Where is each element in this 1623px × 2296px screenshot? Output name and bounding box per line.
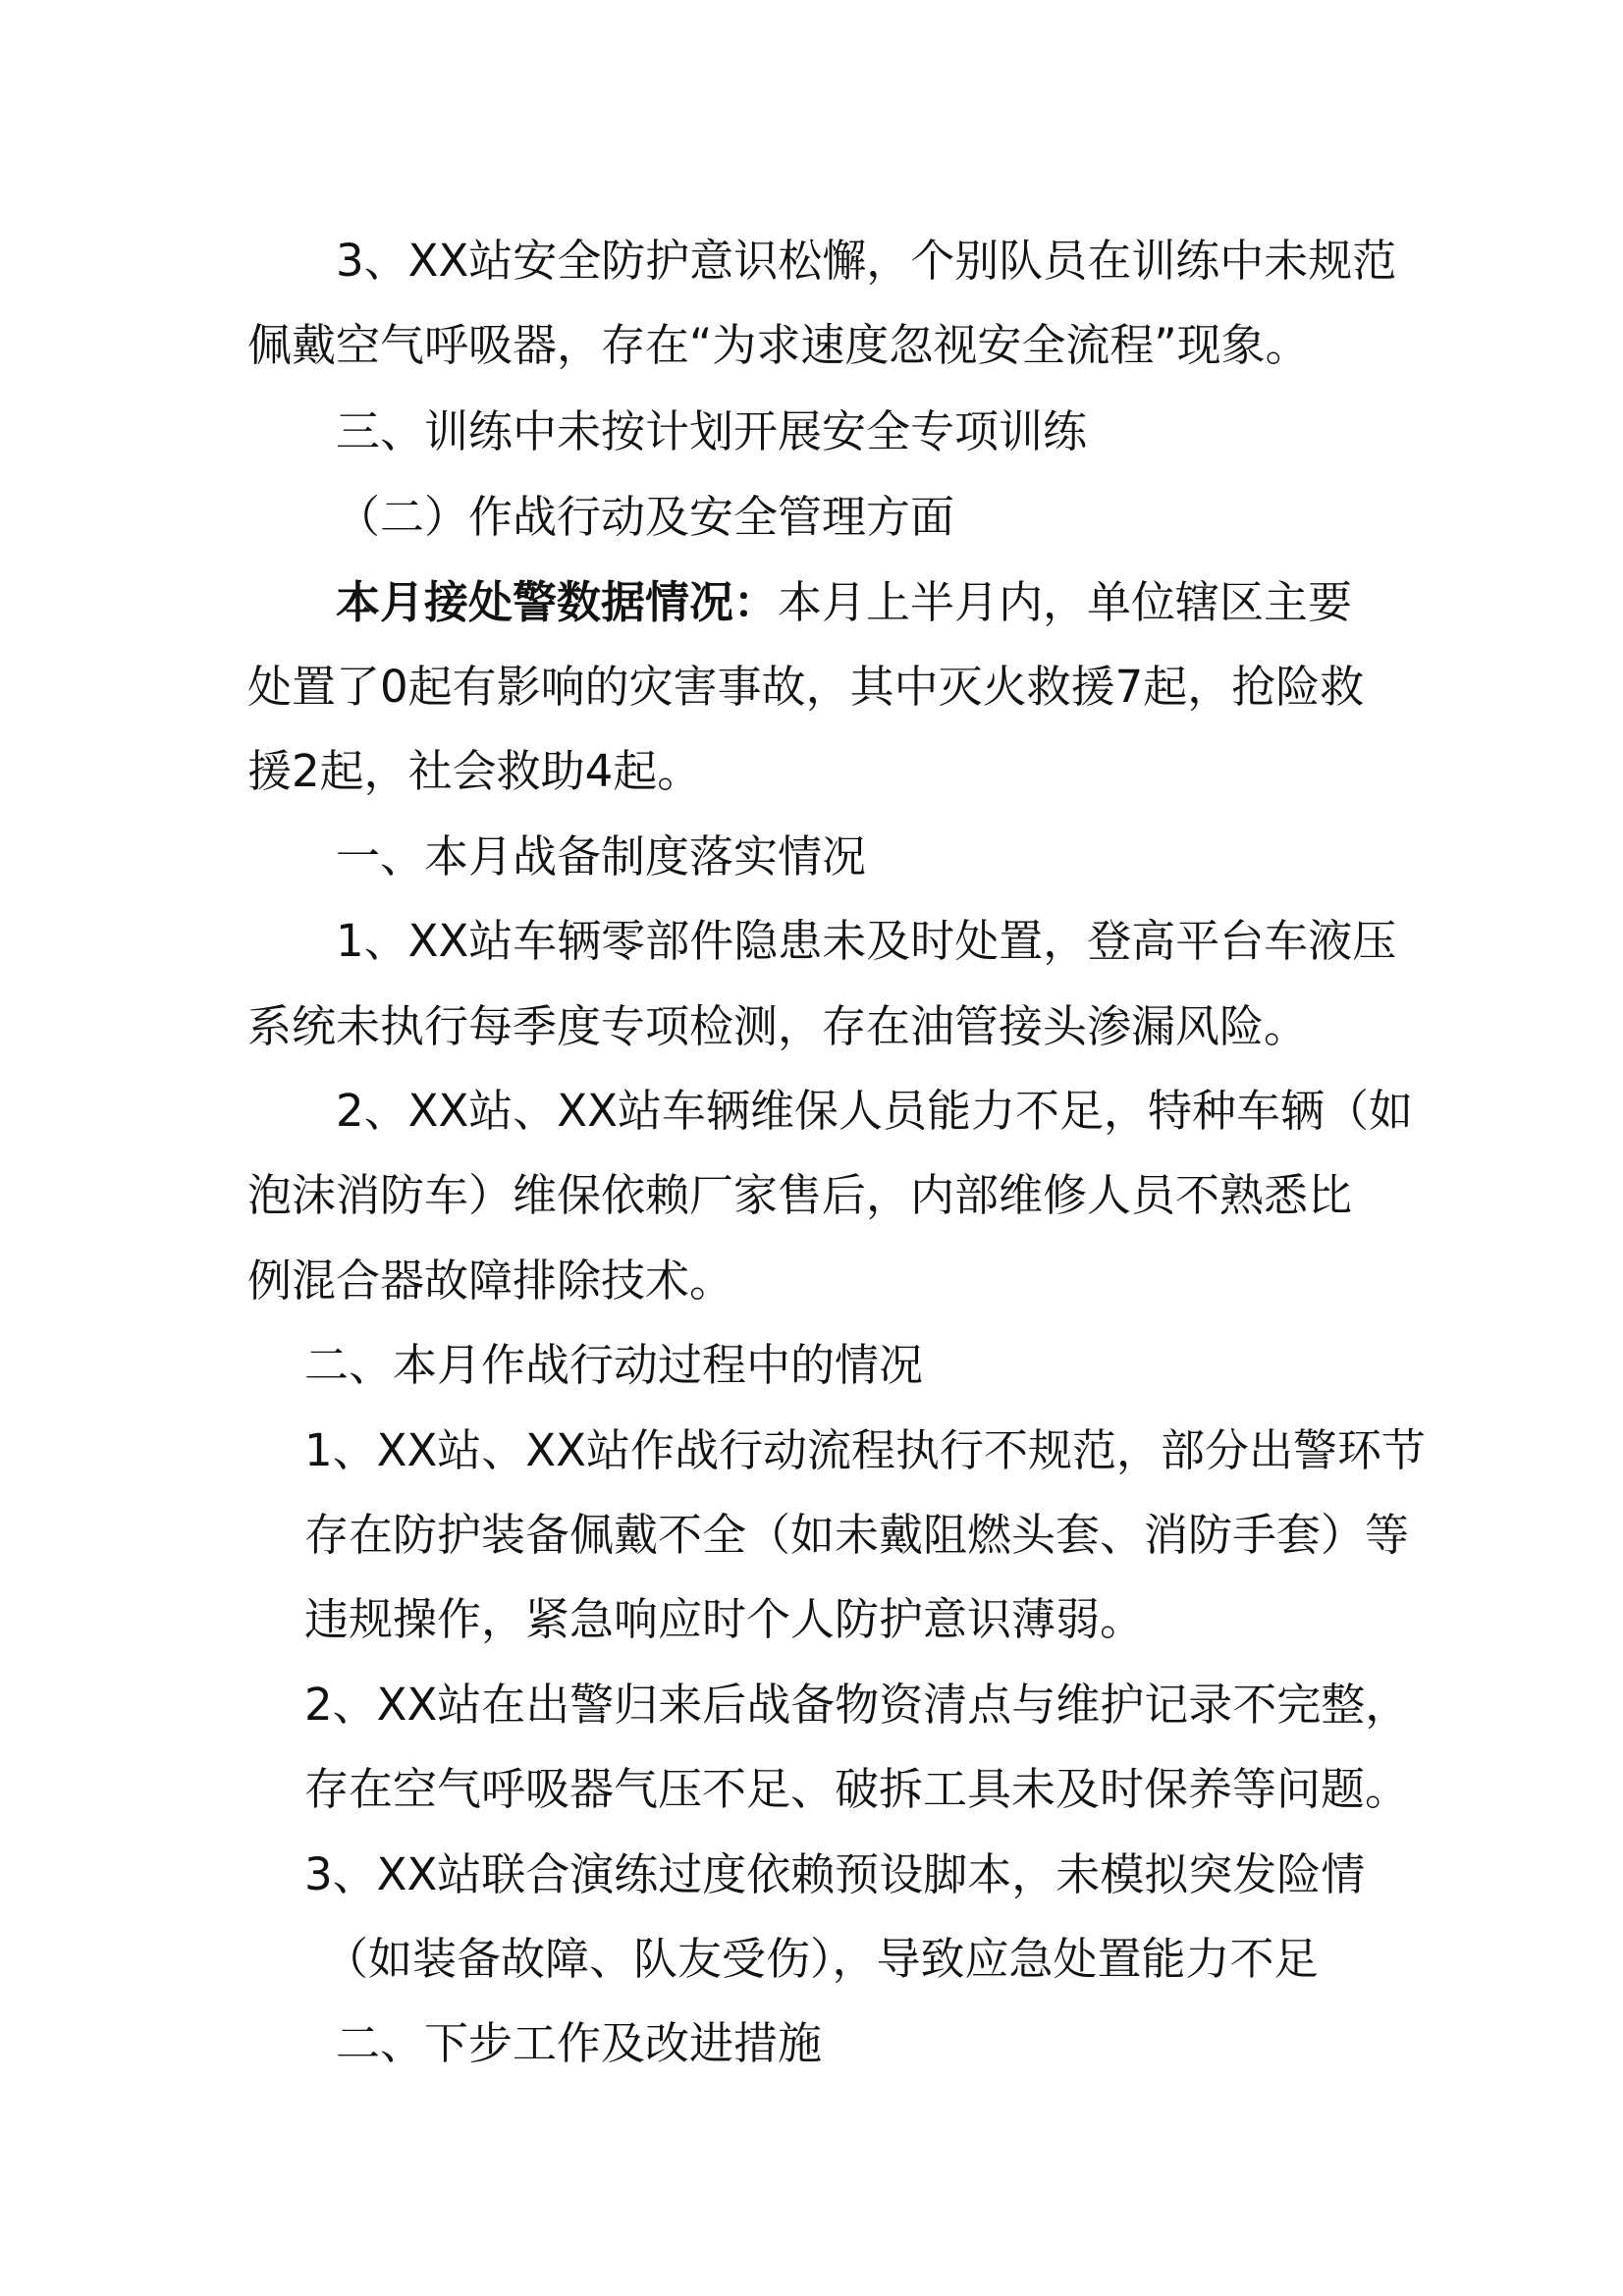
paragraph-line: 处置了0起有影响的灾害事故，其中灭火救援7起，抢险救 [247, 661, 1365, 713]
section-heading: （二）作战行动及安全管理方面 [336, 491, 955, 543]
alarm-data-paragraph [336, 573, 1352, 632]
section-heading: 二、下步工作及改进措施 [336, 2017, 823, 2069]
paragraph-line: 例混合器故障排除技术。 [247, 1255, 734, 1307]
paragraph-line: 系统未执行每季度专项检测，存在油管接头渗漏风险。 [247, 1000, 1309, 1052]
paragraph-line: 1、XX站车辆零部件隐患未及时处置，登高平台车液压 [336, 915, 1397, 967]
section-heading: 三、训练中未按计划开展安全专项训练 [336, 405, 1088, 457]
paragraph-line: 存在空气呼吸器气压不足、破拆工具未及时保养等问题。 [304, 1763, 1410, 1815]
paragraph-line: 援2起，社会救助4起。 [247, 745, 702, 797]
alarm-data-text: 本月上半月内，单位辖区主要 [778, 576, 1353, 628]
paragraph-line: 存在防护装备佩戴不全（如未戴阻燃头套、消防手套）等 [304, 1509, 1410, 1561]
paragraph-line: 佩戴空气呼吸器，存在“为求速度忽视安全流程”现象。 [247, 319, 1310, 371]
paragraph-line: 3、XX站联合演练过度依赖预设脚本，未模拟突发险情 [304, 1848, 1366, 1900]
paragraph-line: 2、XX站、XX站车辆维保人员能力不足，特种车辆（如 [336, 1085, 1413, 1137]
paragraph-line: 违规操作，紧急响应时个人防护意识薄弱。 [304, 1593, 1145, 1645]
paragraph-line: 2、XX站在出警归来后战备物资清点与维护记录不完整， [304, 1679, 1410, 1731]
paragraph-line: 3、XX站安全防护意识松懈，个别队员在训练中未规范 [336, 235, 1397, 287]
section-heading: 一、本月战备制度落实情况 [336, 830, 867, 882]
alarm-data-lead: 本月接处警数据情况： [336, 576, 779, 628]
section-heading: 二、本月作战行动过程中的情况 [304, 1339, 924, 1391]
paragraph-line: （如装备故障、队友受伤），导致应急处置能力不足 [324, 1933, 1319, 1985]
paragraph-line: 泡沫消防车）维保依赖厂家售后，内部维修人员不熟悉比 [247, 1169, 1353, 1221]
paragraph-line: 1、XX站、XX站作战行动流程执行不规范，部分出警环节 [304, 1424, 1426, 1476]
